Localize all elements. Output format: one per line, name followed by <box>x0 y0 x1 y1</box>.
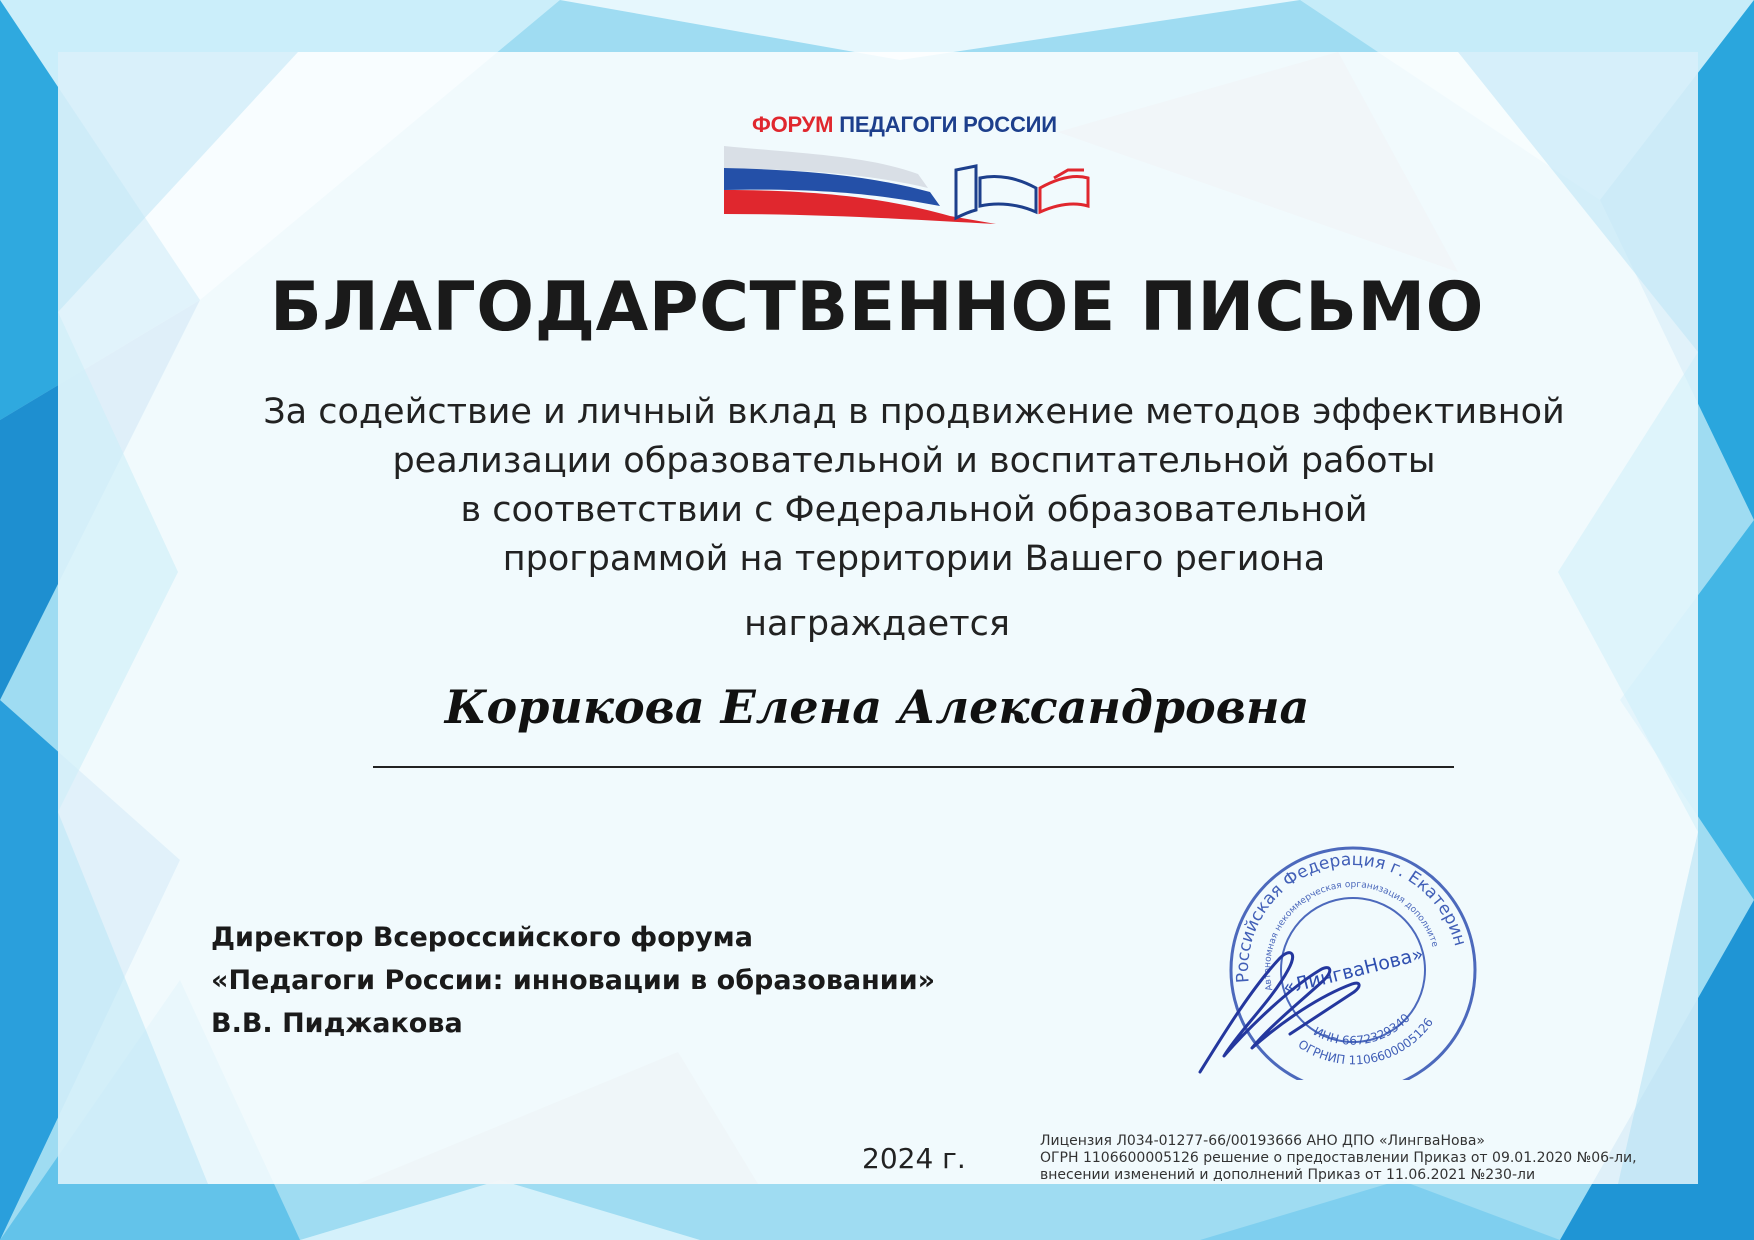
logo-word-forum: ФОРУМ <box>752 112 834 137</box>
awarded-label: награждается <box>744 604 1010 644</box>
citation-line: За содействие и личный вклад в продвижение методов эффективной <box>263 392 1565 432</box>
citation-text <box>227 388 1601 584</box>
stamp-seal <box>1180 820 1501 1080</box>
license-info <box>1040 1133 1637 1184</box>
seal-ogrn-text: ОГРНИП 1106600005126 <box>1295 1015 1436 1068</box>
logo-word-teachers: ПЕДАГОГИ РОССИИ <box>839 112 1057 137</box>
citation-line: программой на территории Вашего региона <box>502 539 1326 579</box>
issue-year: 2024 г. <box>862 1142 966 1175</box>
name-underline <box>373 766 1454 768</box>
citation-line: в соответствии с Федеральной образовательной <box>460 490 1368 530</box>
director-title: Директор Всероссийского форума <box>211 922 753 953</box>
seal-inn-text: ИНН 6672329340 <box>1311 1010 1413 1048</box>
license-line: Лицензия Л034-01277-66/00193666 АНО ДПО «ЛингваНова» <box>1040 1133 1485 1149</box>
seal-center-text: «ЛингваНова» <box>1280 942 1426 1000</box>
document-title: БЛАГОДАРСТВЕННОЕ ПИСЬМО <box>270 268 1484 347</box>
director-forum: «Педагоги России: инновации в образовании» <box>211 965 936 996</box>
license-line: внесении изменений и дополнений Приказ от 11.06.2021 №230-ли <box>1040 1167 1536 1183</box>
flag-book-emblem <box>718 126 1090 234</box>
director-block <box>211 916 935 1045</box>
license-line: ОГРН 1106600005126 решение о предоставлении Приказ от 09.01.2020 №06-ли, <box>1040 1150 1637 1166</box>
seal-middle-text: Автономная некоммерческая организация дополнительного <box>1262 879 1440 992</box>
seal-and-signature <box>1180 820 1540 1080</box>
director-name: В.В. Пиджакова <box>211 1008 463 1039</box>
recipient-name: Корикова Елена Александровна <box>444 680 1310 734</box>
forum-logo <box>718 112 1090 234</box>
citation-line: реализации образовательной и воспитательной работы <box>392 441 1436 481</box>
seal-outer-text: Российская Федерация г. Екатеринбург <box>1232 849 1471 984</box>
